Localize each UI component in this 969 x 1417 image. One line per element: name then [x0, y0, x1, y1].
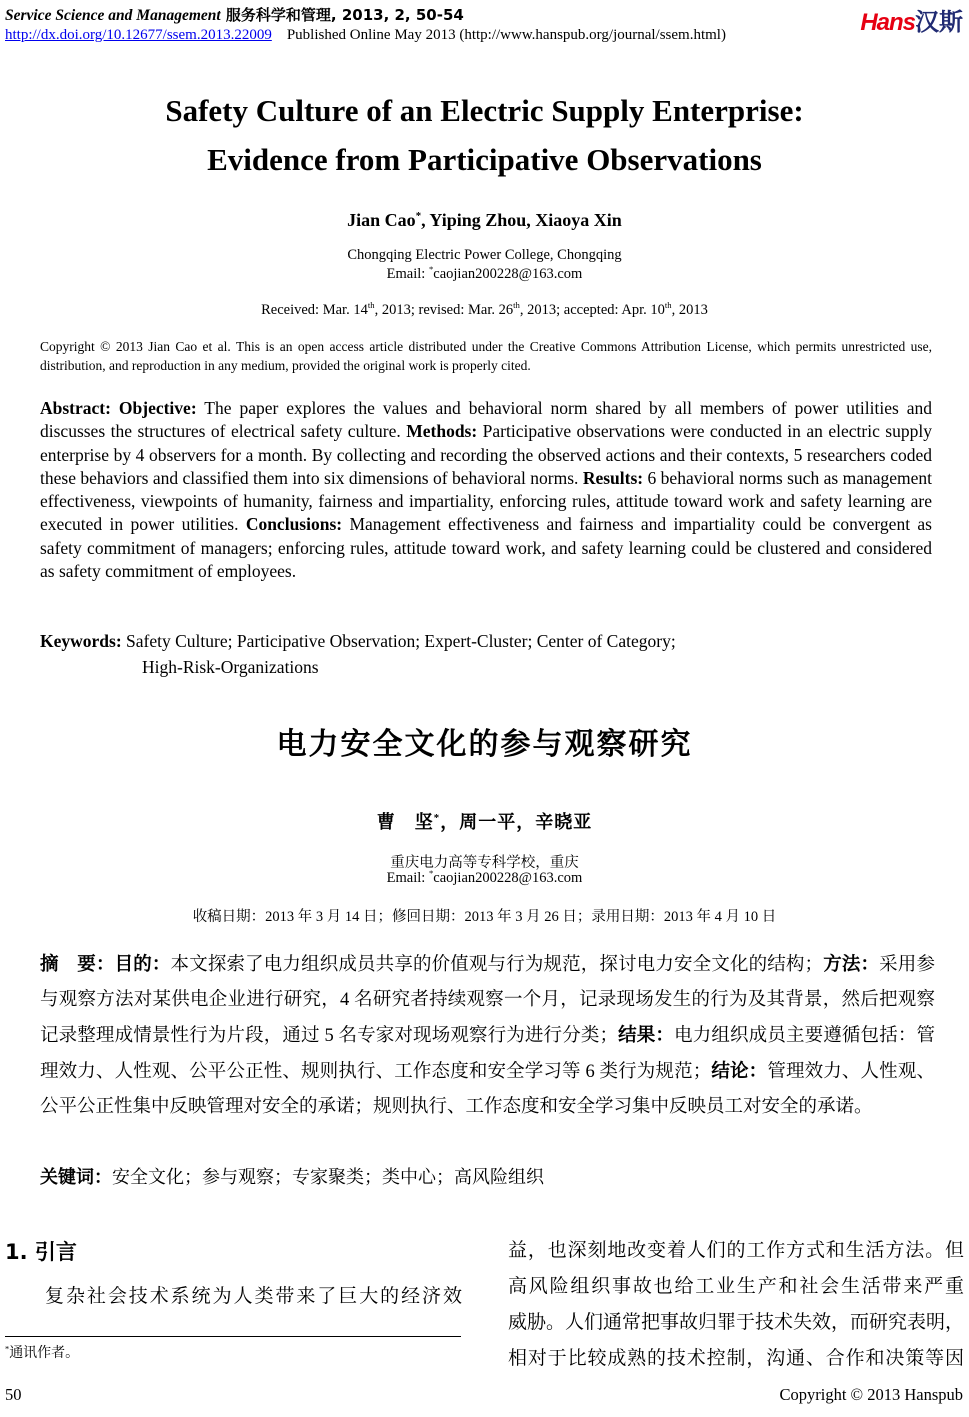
hans-logo-latin: Hans — [860, 9, 915, 36]
abstract: Abstract: Objective: The paper explores the values and behavioral norm shared by all members of power utilities and discusses the structures of electrical safety culture. Methods: Participative observations were conducted in an electric supply enterprise by 4 observers for a month. By collecting and recording the observed actions and their contexts, 5 researchers coded these behaviors and classified them into six dimensions of behavioral norms. Results: 6 behavioral norms such as management effectiveness, viewpoints of humanity, fairness and impartiality, enforcing rules, attitude toward work and safety learning are executed in power utilities. Conclusions: Management effectiveness and fairness and impartiality could be convergent as safety commitment of managers; enforcing rules, attitude toward work, and safety learning could be clustered and considered as safety commitment of employees. — [40, 398, 933, 582]
article-title — [0, 86, 969, 184]
intro-paragraph-right-column: 益，也深刻地改变着人们的工作方式和生活方法。但 高风险组织事故也给工业生产和社会生活带来严重 威胁。人们通常把事故归罪于技术失效，而研究表明， 相对于比较成熟的技术控制，沟通、合作和决策等因 — [508, 1240, 965, 1369]
received-dates-cn: 收稿日期：2013 年 3 月 14 日；修回日期：2013 年 3 月 26 日；录用日期：2013 年 4 月 10 日 — [192, 909, 777, 925]
authors-cn: 曹 坚*，周一平，辛晓亚 — [376, 812, 593, 832]
keywords: Keywords: Safety Culture; Participative Observation; Expert-Cluster; Center of Category; High-Risk-Organizations — [40, 631, 676, 677]
affiliation-cn: 重庆电力高等专科学校，重庆 — [390, 855, 579, 871]
article-title-line1: Safety Culture of an Electric Supply Enterprise: — [165, 93, 804, 128]
page-number: 50 — [5, 1385, 22, 1404]
affiliation: Chongqing Electric Power College, Chongqing — [347, 247, 622, 263]
section-1-heading: 1. 引言 — [5, 1240, 77, 1264]
email-line: Email: *caojian200228@163.com — [386, 264, 583, 282]
doi-link[interactable]: http://dx.doi.org/10.12677/ssem.2013.22009 — [5, 27, 272, 43]
doi-line — [5, 27, 726, 44]
journal-title: Service Science and Management — [5, 7, 221, 24]
email-line-cn: Email: *caojian200228@163.com — [386, 868, 583, 886]
authors: Jian Cao*, Yiping Zhou, Xiaoya Xin — [347, 210, 622, 230]
intro-paragraph: 复杂社会技术系统为人类带来了巨大的经济效 — [45, 1286, 462, 1307]
journal-header — [5, 4, 464, 25]
keywords-cn: 关键词：安全文化；参与观察；专家聚类；类中心；高风险组织 — [40, 1167, 544, 1188]
abstract-cn: 摘 要：目的：本文探索了电力组织成员共享的价值观与行为规范，探讨电力安全文化的结构；方法：采用参与观察方法对某供电企业进行研究，4 名研究者持续观察一个月，记录现场发生的行为及其背景，然后把观察记录整理成情景性行为片段，通过 5 名专家对现场观察行为进行分类；结果：电力组织成员主要遵循包括：管理效力、人性观、公平公正性、规则执行、工作态度和安全学习等 6 类行为规范；结论：管理效力、人性观、公平公正性集中反映管理对安全的承诺；规则执行、工作态度和安全学习集中反映员工对安全的承诺。 — [40, 954, 935, 1117]
publisher-logo — [860, 2, 963, 37]
hans-logo-cn: 汉斯 — [915, 8, 963, 36]
article-title-cn: 电力安全文化的参与观察研究 — [276, 727, 693, 762]
journal-title-cn: 服务科学和管理, 2013, 2, 50-54 — [220, 6, 464, 24]
footer-copyright: Copyright © 2013 Hanspub — [779, 1385, 963, 1404]
corresponding-author-footnote: *通讯作者。 — [5, 1344, 80, 1361]
license-notice: Copyright © 2013 Jian Cao et al. This is an open access article distributed under the Creative Commons Attribution License, which permits unrestricted use, distribution, and reproduction in any medium, provided the original work is properly cited. — [40, 339, 932, 373]
received-dates: Received: Mar. 14th, 2013; revised: Mar. 26th, 2013; accepted: Apr. 10th, 2013 — [261, 300, 708, 318]
footnote-divider — [5, 1336, 461, 1337]
article-title-line2: Evidence from Participative Observations — [207, 142, 762, 177]
published-online-text: Published Online May 2013 (http://www.hanspub.org/journal/ssem.html) — [286, 27, 726, 43]
